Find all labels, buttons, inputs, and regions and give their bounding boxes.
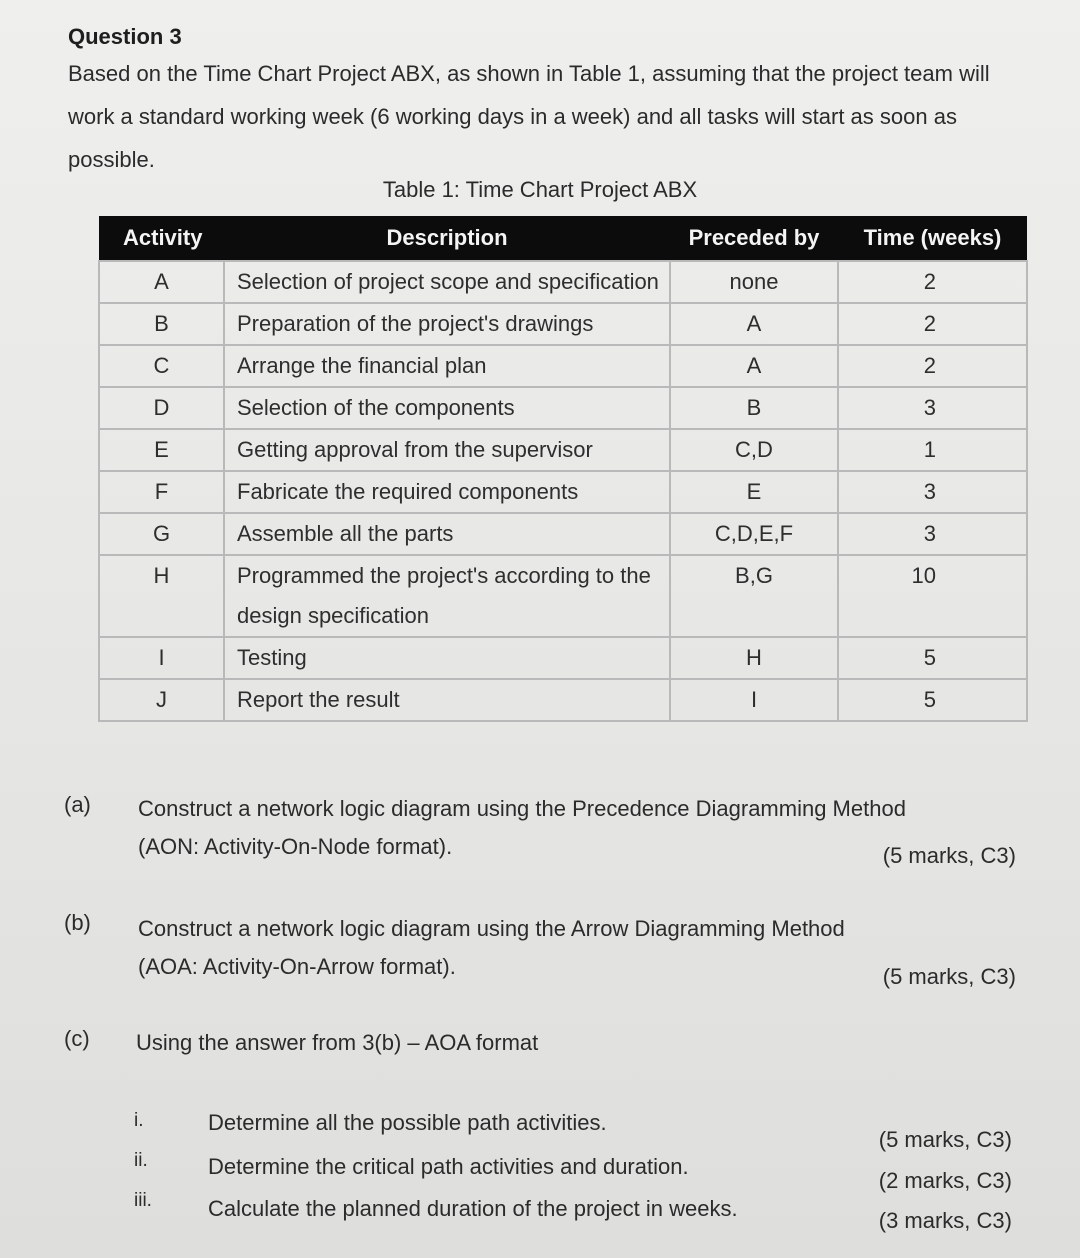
cell-time: 10 [838, 555, 1027, 637]
cell-preceded-by: I [670, 679, 838, 721]
cell-time: 2 [838, 261, 1027, 303]
cell-activity: E [99, 429, 224, 471]
cell-activity: B [99, 303, 224, 345]
part-b-line2: (AOA: Activity-On-Arrow format). [138, 954, 456, 979]
table-row [99, 345, 1027, 387]
cell-time: 3 [838, 471, 1027, 513]
table-row [99, 261, 1027, 303]
cell-activity: I [99, 637, 224, 679]
cell-activity: A [99, 261, 224, 303]
part-a-text [138, 790, 906, 866]
table-row [99, 303, 1027, 345]
cell-description: Assemble all the parts [224, 513, 670, 555]
cell-time: 5 [838, 679, 1027, 721]
table-row [99, 679, 1027, 721]
cell-time: 2 [838, 345, 1027, 387]
table-caption: Table 1: Time Chart Project ABX [382, 177, 698, 202]
cell-preceded-by: H [670, 637, 838, 679]
question-title: Question 3 [68, 24, 182, 49]
part-c-item-marks: (3 marks, C3) [878, 1208, 1012, 1233]
table-row [99, 555, 1027, 637]
part-c-item-marks: (2 marks, C3) [878, 1168, 1012, 1193]
part-a-line2: (AON: Activity-On-Node format). [138, 834, 453, 859]
part-a-marks: (5 marks, C3) [882, 843, 1016, 868]
question-intro: Based on the Time Chart Project ABX, as shown in Table 1, assuming that the project team will work a standard working week (6 working days in a week) and all tasks will start as soon as possible. [68, 61, 990, 172]
cell-preceded-by: B [670, 387, 838, 429]
cell-preceded-by: A [670, 303, 838, 345]
cell-activity: H [99, 555, 224, 637]
cell-description: Getting approval from the supervisor [224, 429, 670, 471]
time-chart-table [98, 216, 1028, 722]
cell-time: 3 [838, 387, 1027, 429]
cell-activity: D [99, 387, 224, 429]
cell-description: Testing [224, 637, 670, 679]
cell-preceded-by: none [670, 261, 838, 303]
table-row [99, 637, 1027, 679]
table-row [99, 429, 1027, 471]
part-b-marks: (5 marks, C3) [882, 964, 1016, 989]
part-c-text: Using the answer from 3(b) – AOA format [136, 1030, 539, 1055]
cell-description: Report the result [224, 679, 670, 721]
cell-time: 5 [838, 637, 1027, 679]
cell-description: Selection of project scope and specification [224, 261, 670, 303]
cell-preceded-by: C,D,E,F [670, 513, 838, 555]
part-b-label: (b) [64, 910, 91, 935]
table-row [99, 513, 1027, 555]
cell-preceded-by: B,G [670, 555, 838, 637]
cell-description: Selection of the components [224, 387, 670, 429]
part-b-text [138, 910, 845, 986]
cell-description: Preparation of the project's drawings [224, 303, 670, 345]
cell-description: Arrange the financial plan [224, 345, 670, 387]
header-preceded-by: Preceded by [670, 216, 838, 261]
cell-preceded-by: C,D [670, 429, 838, 471]
cell-activity: C [99, 345, 224, 387]
cell-time: 2 [838, 303, 1027, 345]
part-c-item-num: i. [134, 1110, 144, 1131]
cell-preceded-by: A [670, 345, 838, 387]
cell-preceded-by: E [670, 471, 838, 513]
part-c-item-text: Determine all the possible path activities. [208, 1110, 607, 1135]
part-c-item-num: iii. [134, 1190, 152, 1211]
table-header-row [99, 216, 1027, 261]
cell-description: Programmed the project's according to the design specification [224, 555, 670, 637]
table-row [99, 387, 1027, 429]
cell-description: Fabricate the required components [224, 471, 670, 513]
part-c-item-text: Calculate the planned duration of the project in weeks. [208, 1196, 738, 1221]
cell-time: 1 [838, 429, 1027, 471]
cell-activity: G [99, 513, 224, 555]
part-c-item-marks: (5 marks, C3) [878, 1127, 1012, 1152]
cell-time: 3 [838, 513, 1027, 555]
part-c-item-num: ii. [134, 1150, 148, 1171]
cell-activity: F [99, 471, 224, 513]
header-description: Description [224, 216, 670, 261]
header-activity: Activity [99, 216, 224, 261]
header-time: Time (weeks) [838, 216, 1027, 261]
part-a-line1: Construct a network logic diagram using the Precedence Diagramming Method [138, 796, 906, 821]
part-a-label: (a) [64, 792, 91, 817]
table-row [99, 471, 1027, 513]
part-b-line1: Construct a network logic diagram using the Arrow Diagramming Method [138, 916, 845, 941]
part-c-label: (c) [64, 1026, 90, 1051]
part-c-item-text: Determine the critical path activities and duration. [208, 1154, 689, 1179]
cell-activity: J [99, 679, 224, 721]
